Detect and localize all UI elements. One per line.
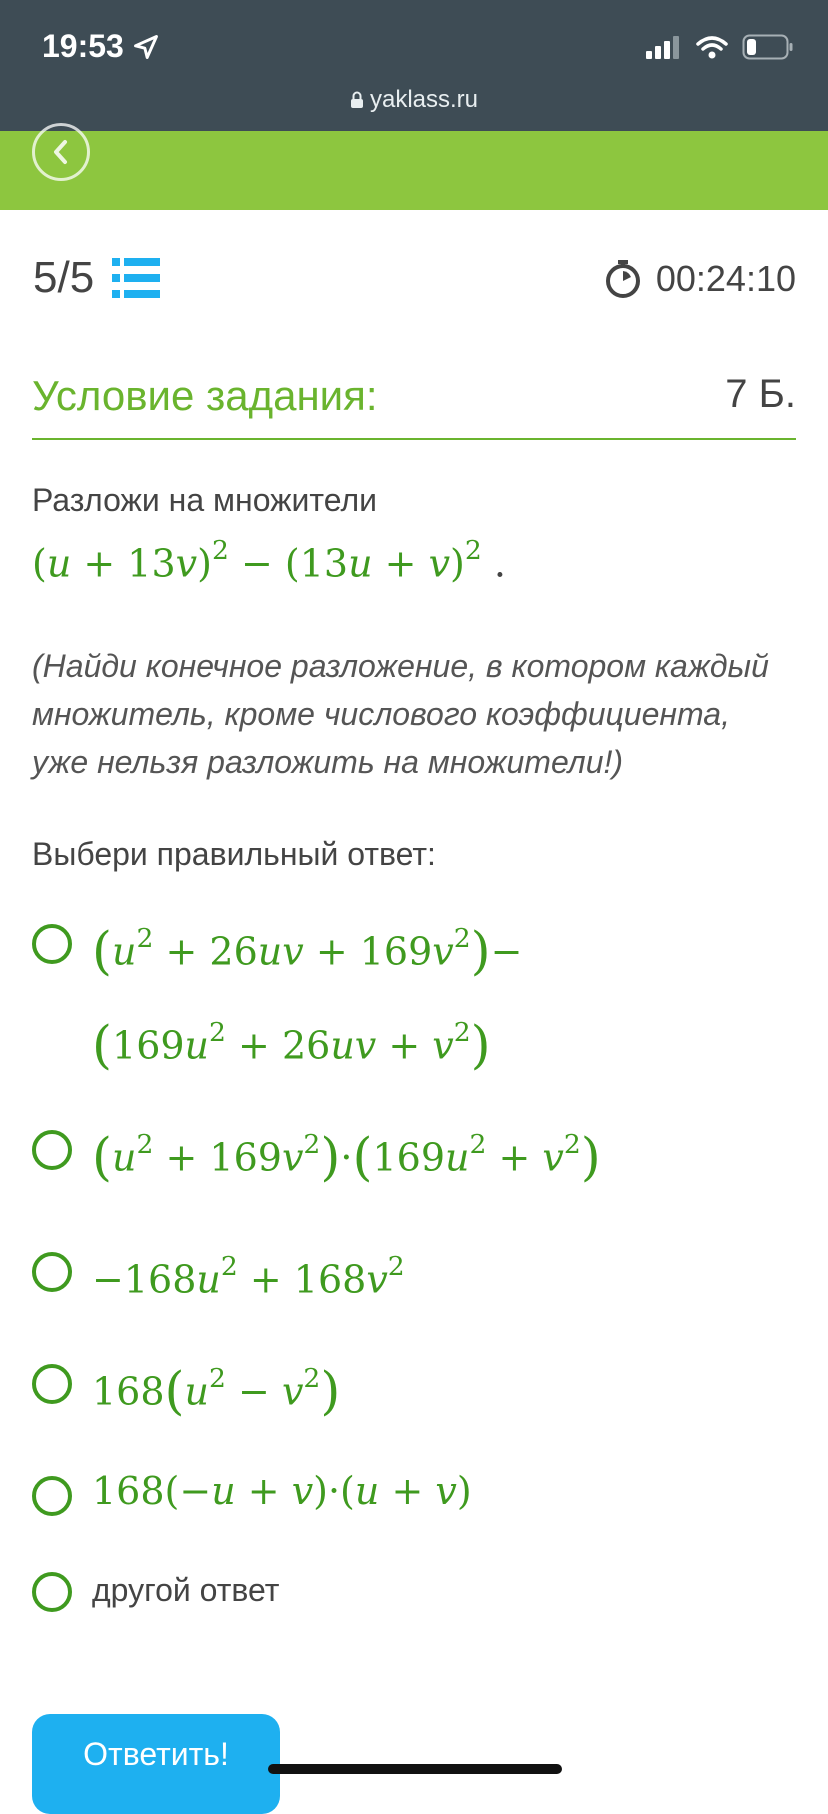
submit-button[interactable]: Ответить! [32, 1714, 280, 1814]
answer-option-1[interactable] [32, 918, 523, 1087]
radio-button[interactable] [32, 924, 72, 964]
task-expression: $(u + 13v)^2 - (13u + v)^2$ . [32, 535, 506, 586]
task-progress [33, 253, 160, 303]
task-note: (Найди конечное разложение, в котором каждый множитель, кроме числового коэффициента, уже нельзя разложить на множители!) [32, 648, 769, 780]
condition-title: Условие задания: [32, 372, 378, 419]
system-icons [646, 34, 794, 60]
choose-label: Выбери правильный ответ: [32, 836, 436, 872]
stopwatch-icon [604, 259, 642, 299]
radio-button[interactable] [32, 1364, 72, 1404]
answer-option-2[interactable] [32, 1124, 601, 1198]
battery-icon [742, 34, 794, 60]
status-bar [0, 0, 828, 131]
address-bar[interactable]: yaklass.ru [0, 86, 828, 114]
list-icon[interactable] [112, 257, 160, 299]
answer-option-4[interactable] [32, 1358, 340, 1432]
option-math: $168(u^2 - v^2)$ [92, 1361, 341, 1422]
radio-button[interactable] [32, 1252, 72, 1292]
home-indicator[interactable] [268, 1764, 562, 1774]
answer-option-6[interactable] [32, 1566, 279, 1612]
option-math: $(u^2 + 26uv + 169v^2)-$ $(169u^2 + 26uv + v^2)$ [92, 921, 523, 1076]
task-instruction: Разложи на множители [32, 482, 377, 518]
chevron-left-icon [50, 139, 72, 165]
radio-button[interactable] [32, 1130, 72, 1170]
status-time: 19:53 [42, 28, 160, 65]
option-math: $-168u^2 + 168v^2$ [92, 1251, 405, 1302]
signal-icon [646, 35, 682, 59]
wifi-icon [696, 35, 728, 59]
option-math: 168(−u + v)·(u + v) [92, 1469, 472, 1513]
option-text: другой ответ [92, 1572, 280, 1608]
back-button[interactable] [32, 123, 90, 181]
location-arrow-icon [132, 33, 160, 61]
page-header [0, 131, 828, 210]
lock-icon [350, 91, 364, 109]
answer-option-3[interactable] [32, 1246, 405, 1320]
progress-count: 5/5 [33, 253, 95, 302]
radio-button[interactable] [32, 1476, 72, 1516]
points-value: 7 Б. [725, 372, 796, 416]
radio-button[interactable] [32, 1572, 72, 1612]
task-timer: 00:24:10 [604, 258, 796, 300]
option-math: $(u^2 + 169v^2)\cdot(169u^2 + v^2)$ [92, 1127, 601, 1188]
condition-header [32, 372, 796, 440]
answer-option-5[interactable] [32, 1470, 472, 1532]
